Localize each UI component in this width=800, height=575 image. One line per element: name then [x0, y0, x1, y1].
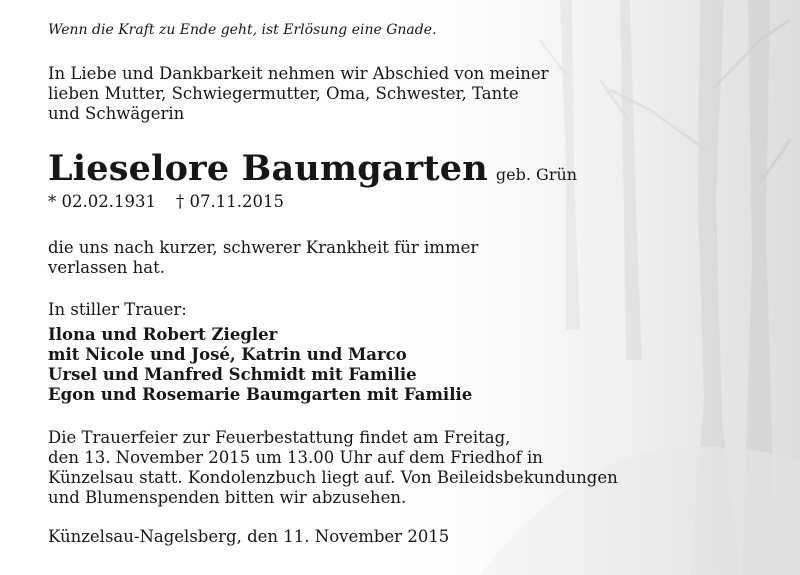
intro-line: lieben Mutter, Schwiegermutter, Oma, Schwester, Tante — [48, 84, 519, 103]
intro-paragraph — [48, 64, 549, 124]
life-dates — [48, 192, 284, 212]
passing-line: verlassen hat. — [48, 258, 165, 277]
intro-line: In Liebe und Dankbarkeit nehmen wir Abschied von meiner — [48, 64, 549, 83]
funeral-line: und Blumenspenden bitten wir abzusehen. — [48, 488, 407, 507]
place-and-date: Künzelsau-Nagelsberg, den 11. November 2015 — [48, 527, 450, 546]
mourner-entry: Egon und Rosemarie Baumgarten mit Familie — [48, 385, 473, 404]
death-date: † 07.11.2015 — [175, 192, 284, 211]
motto-quote: Wenn die Kraft zu Ende geht, ist Erlösung eine Gnade. — [48, 22, 437, 38]
funeral-details — [48, 428, 618, 508]
intro-line: und Schwägerin — [48, 104, 185, 123]
maiden-name: geb. Grün — [495, 165, 578, 184]
mourning-label: In stiller Trauer: — [48, 300, 187, 319]
birth-date: * 02.02.1931 — [48, 192, 156, 211]
mourner-entry: mit Nicole und José, Katrin und Marco — [48, 345, 407, 364]
funeral-line: Künzelsau statt. Kondolenzbuch liegt auf. Von Beileidsbekundungen — [48, 468, 618, 487]
mourner-entry: Ursel und Manfred Schmidt mit Familie — [48, 365, 417, 384]
mourners-list — [48, 325, 472, 405]
passing-line: die uns nach kurzer, schwerer Krankheit für immer — [48, 238, 479, 257]
passing-statement — [48, 238, 478, 278]
deceased-name-line — [48, 146, 577, 192]
funeral-line: den 13. November 2015 um 13.00 Uhr auf dem Friedhof in — [48, 448, 543, 467]
funeral-line: Die Trauerfeier zur Feuerbestattung findet am Freitag, — [48, 428, 511, 447]
mourner-entry: Ilona und Robert Ziegler — [48, 325, 278, 344]
deceased-name: Lieselore Baumgarten — [48, 148, 488, 189]
